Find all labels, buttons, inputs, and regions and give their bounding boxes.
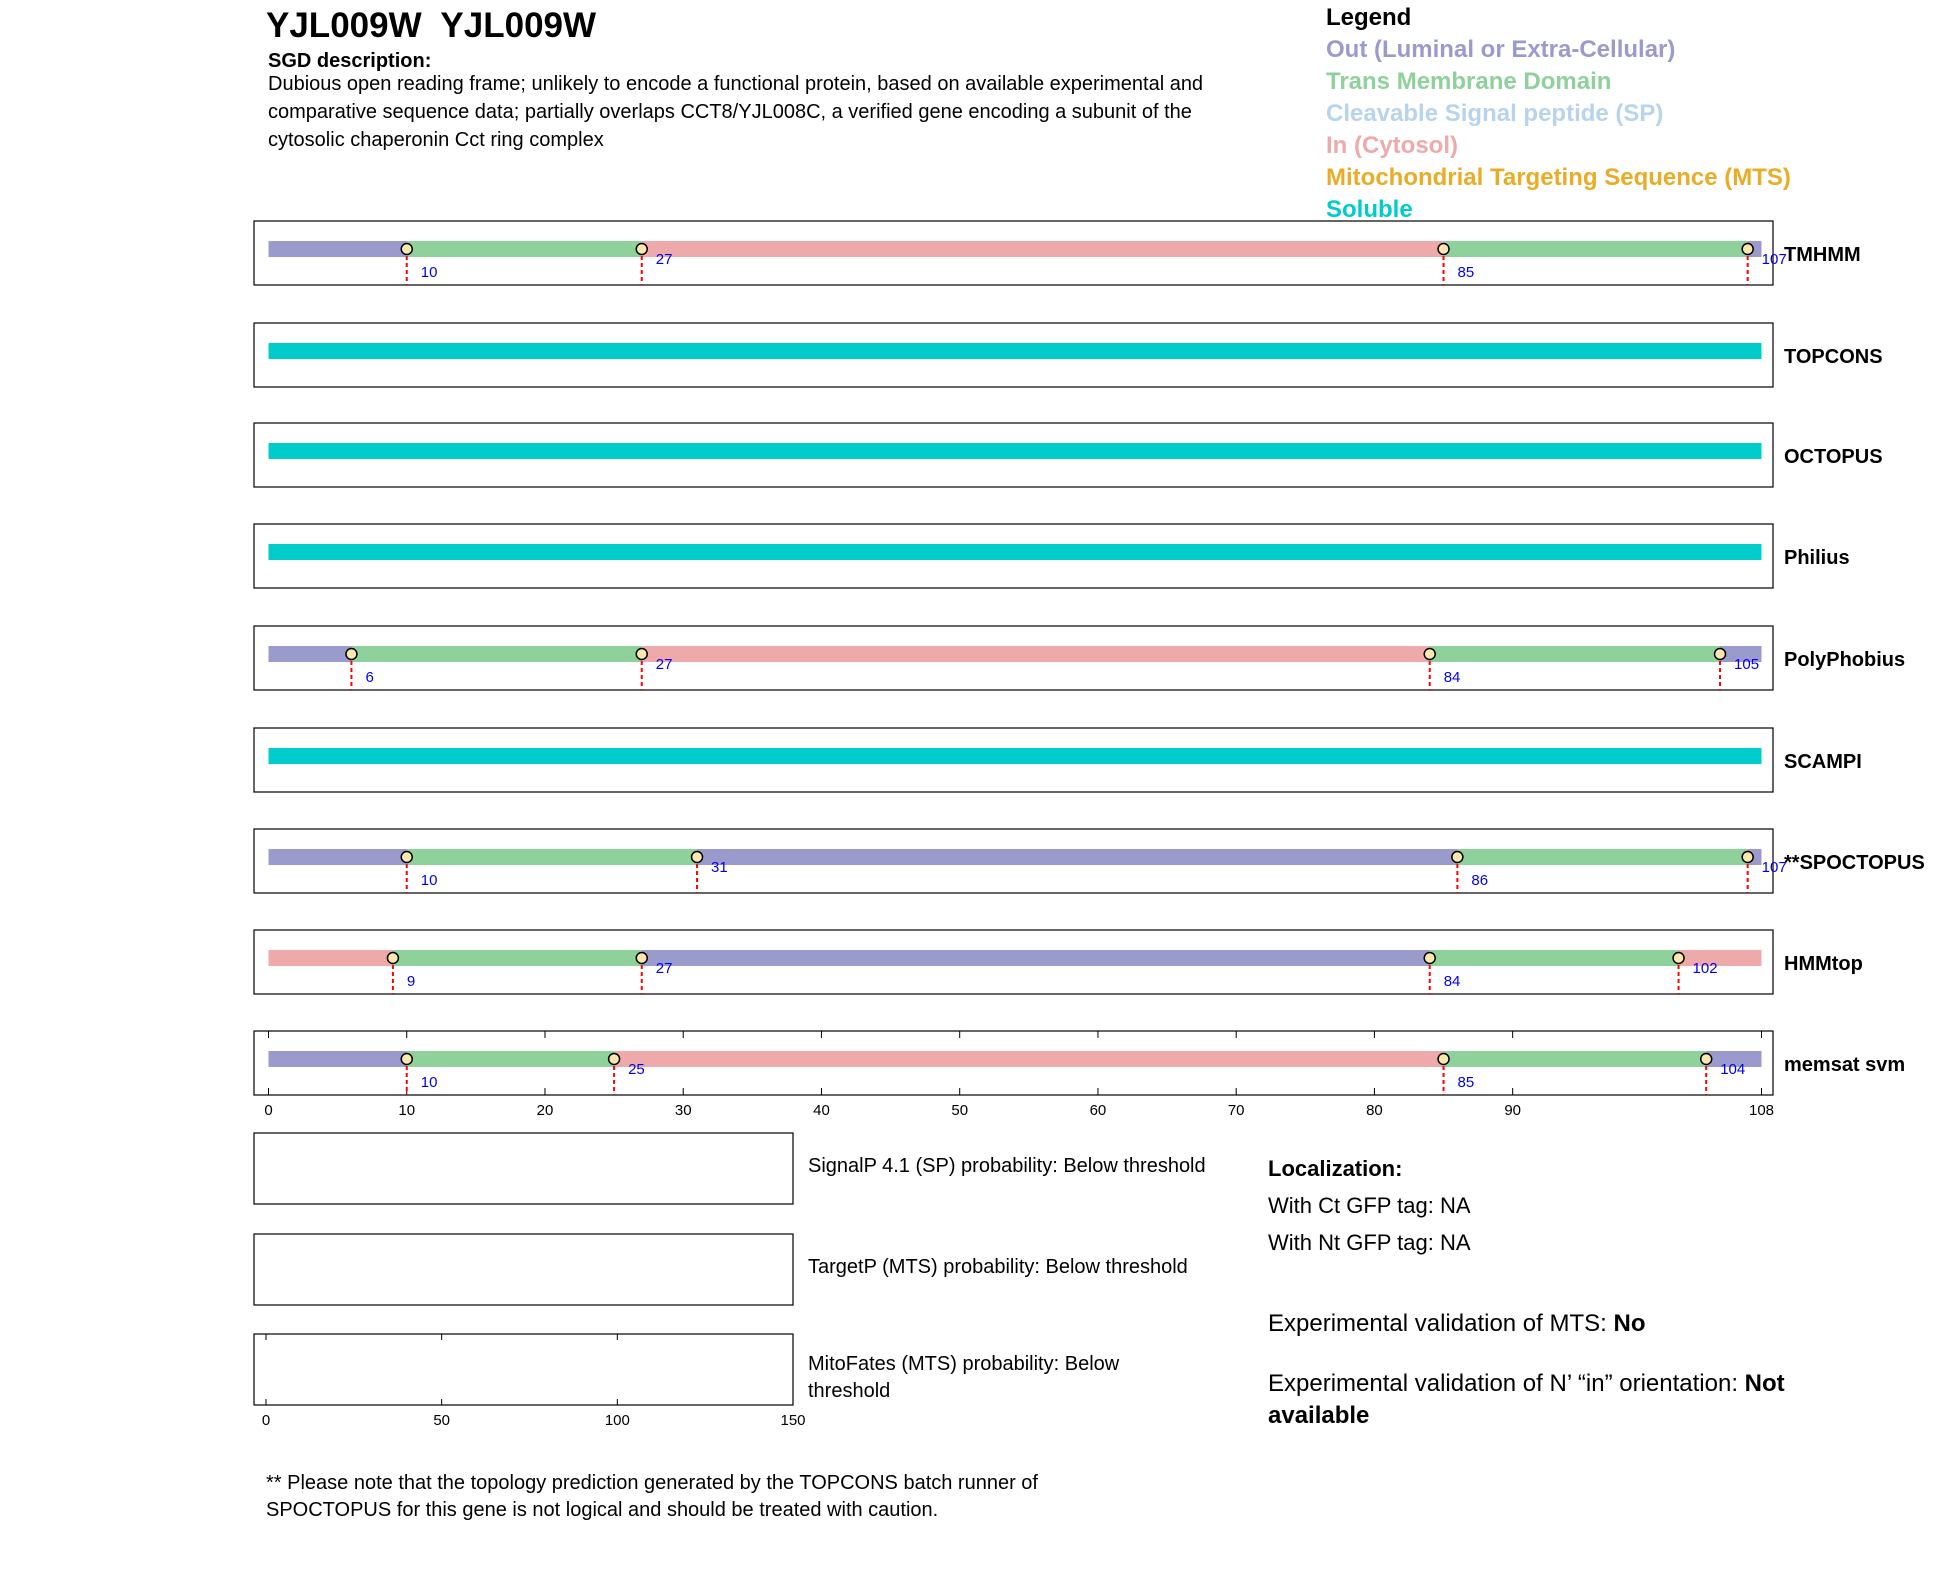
nt-gfp-text: With Nt GFP tag: NA [1268, 1230, 1471, 1255]
boundary-label: 27 [655, 656, 673, 673]
track-name: HMMtop [1784, 953, 1863, 975]
topology-segment [269, 849, 407, 865]
topology-segment [269, 950, 393, 966]
probability-label: MitoFates (MTS) probability: Below threshold [808, 1353, 1120, 1402]
sgd-description-text: Dubious open reading frame; unlikely to encode a functional protein, based on available experimental and comparative sequence data; partially overlaps CCT8/YJL008C, a verified gene encoding a subunit of the cytosolic chaperonin Cct ring complex [268, 73, 1204, 151]
topology-segment [697, 849, 1457, 865]
topology-segment [642, 241, 1444, 257]
axis-tick-label: 70 [1227, 1102, 1245, 1119]
probability-label: SignalP 4.1 (SP) probability: Below threshold [808, 1155, 1206, 1177]
probability-frame [254, 1334, 793, 1405]
axis-tick-label: 20 [536, 1102, 554, 1119]
topology-segment [351, 646, 641, 662]
axis-tick-label: 50 [951, 1102, 969, 1119]
mts-validation [1268, 1308, 1868, 1340]
topology-segment [269, 241, 407, 257]
track-name: TOPCONS [1784, 346, 1883, 368]
boundary-label: 85 [1457, 1074, 1475, 1091]
boundary-label: 84 [1443, 669, 1461, 686]
topology-segment [407, 849, 697, 865]
localization-title: Localization: [1268, 1156, 1403, 1181]
boundary-marker [401, 1054, 412, 1065]
topology-segment [407, 241, 642, 257]
probability-frame [254, 1133, 793, 1204]
boundary-marker [1742, 852, 1753, 863]
prob-axis-tick-label: 0 [261, 1412, 271, 1429]
topology-segment [269, 748, 1762, 764]
track-name: PolyPhobius [1784, 649, 1906, 671]
topology-segment [1430, 646, 1720, 662]
topology-segment [269, 646, 352, 662]
topology-segment [269, 544, 1762, 560]
legend-item: Out (Luminal or Extra-Cellular) [1326, 36, 1676, 63]
boundary-marker [1673, 953, 1684, 964]
legend-item: Trans Membrane Domain [1326, 68, 1612, 95]
track-name: memsat svm [1784, 1054, 1906, 1076]
footnote: ** Please note that the topology prediction generated by the TOPCONS batch runner of SPOCTOPUS for this gene is not logical and should be treated with caution. [266, 1472, 1038, 1521]
boundary-marker [1424, 953, 1435, 964]
sgd-description-label: SGD description: [268, 50, 432, 72]
boundary-marker [1452, 852, 1463, 863]
axis-tick-label: 108 [1748, 1102, 1775, 1119]
boundary-marker [636, 649, 647, 660]
boundary-label: 9 [406, 973, 416, 990]
axis-tick-label: 40 [813, 1102, 830, 1119]
topology-segment [642, 950, 1430, 966]
prob-axis-tick-label: 150 [780, 1412, 806, 1429]
boundary-label: 10 [420, 264, 438, 281]
boundary-label: 104 [1720, 1061, 1746, 1078]
boundary-label: 10 [420, 872, 438, 889]
boundary-label: 31 [711, 859, 728, 876]
topology-segment [393, 950, 642, 966]
prob-axis-tick-label: 100 [604, 1412, 630, 1429]
boundary-marker [692, 852, 703, 863]
topology-segment [1444, 241, 1748, 257]
boundary-marker [346, 649, 357, 660]
prob-axis-tick-label: 50 [433, 1412, 451, 1429]
boundary-label: 25 [628, 1061, 645, 1078]
boundary-marker [401, 244, 412, 255]
boundary-marker [401, 852, 412, 863]
boundary-label: 6 [365, 669, 374, 686]
boundary-label: 10 [420, 1074, 438, 1091]
axis-tick-label: 90 [1504, 1102, 1522, 1119]
topology-segment [1679, 950, 1762, 966]
track-name: Philius [1784, 547, 1850, 569]
topology-segment [269, 443, 1762, 459]
orientation-validation [1268, 1368, 1868, 1432]
legend-item: Mitochondrial Targeting Sequence (MTS) [1326, 164, 1791, 191]
axis-tick-label: 80 [1366, 1102, 1383, 1119]
track-name: OCTOPUS [1784, 446, 1883, 468]
boundary-marker [636, 244, 647, 255]
boundary-label: 107 [1761, 859, 1787, 876]
ct-gfp-text: With Ct GFP tag: NA [1268, 1193, 1471, 1218]
boundary-label: 27 [655, 251, 673, 268]
orientation-validation-label: Experimental validation of N’ “in” orientation: [1268, 1370, 1745, 1397]
topology-segment [269, 343, 1762, 359]
boundary-marker [1701, 1054, 1712, 1065]
axis-tick-label: 60 [1089, 1102, 1107, 1119]
mts-validation-value: No [1613, 1310, 1646, 1337]
track-name: **SPOCTOPUS [1784, 852, 1925, 874]
legend-title: Legend [1326, 4, 1412, 31]
boundary-marker [1438, 244, 1449, 255]
topology-segment [614, 1051, 1443, 1067]
boundary-label: 85 [1457, 264, 1475, 281]
localization-block [1268, 1150, 1471, 1261]
boundary-label: 27 [655, 960, 673, 977]
page-title: YJL009W YJL009W [266, 6, 597, 45]
topology-segment [407, 1051, 614, 1067]
axis-tick-label: 10 [398, 1102, 416, 1119]
boundary-marker [1715, 649, 1726, 660]
track-name: TMHMM [1784, 244, 1861, 266]
boundary-label: 102 [1692, 960, 1718, 977]
boundary-marker [1742, 244, 1753, 255]
topology-segment [642, 646, 1430, 662]
probability-frame [254, 1234, 793, 1305]
boundary-marker [387, 953, 398, 964]
topology-segment [1457, 849, 1747, 865]
topology-segment [269, 1051, 407, 1067]
legend-item: Soluble [1326, 196, 1413, 223]
probability-label: TargetP (MTS) probability: Below threshold [808, 1256, 1188, 1278]
legend-item: Cleavable Signal peptide (SP) [1326, 100, 1664, 127]
topology-segment [1430, 950, 1679, 966]
topology-segment [1444, 1051, 1707, 1067]
axis-tick-label: 0 [264, 1102, 273, 1119]
boundary-label: 84 [1443, 973, 1461, 990]
boundary-marker [1424, 649, 1435, 660]
legend-item: In (Cytosol) [1326, 132, 1458, 159]
orientation-validation-value: Not available [1268, 1370, 1785, 1429]
mts-validation-label: Experimental validation of MTS: [1268, 1310, 1614, 1337]
track-name: SCAMPI [1784, 751, 1862, 773]
boundary-label: 86 [1471, 872, 1489, 889]
boundary-label: 107 [1761, 251, 1787, 268]
boundary-marker [609, 1054, 620, 1065]
boundary-marker [1438, 1054, 1449, 1065]
boundary-marker [636, 953, 647, 964]
boundary-label: 105 [1734, 656, 1760, 673]
axis-tick-label: 30 [674, 1102, 692, 1119]
